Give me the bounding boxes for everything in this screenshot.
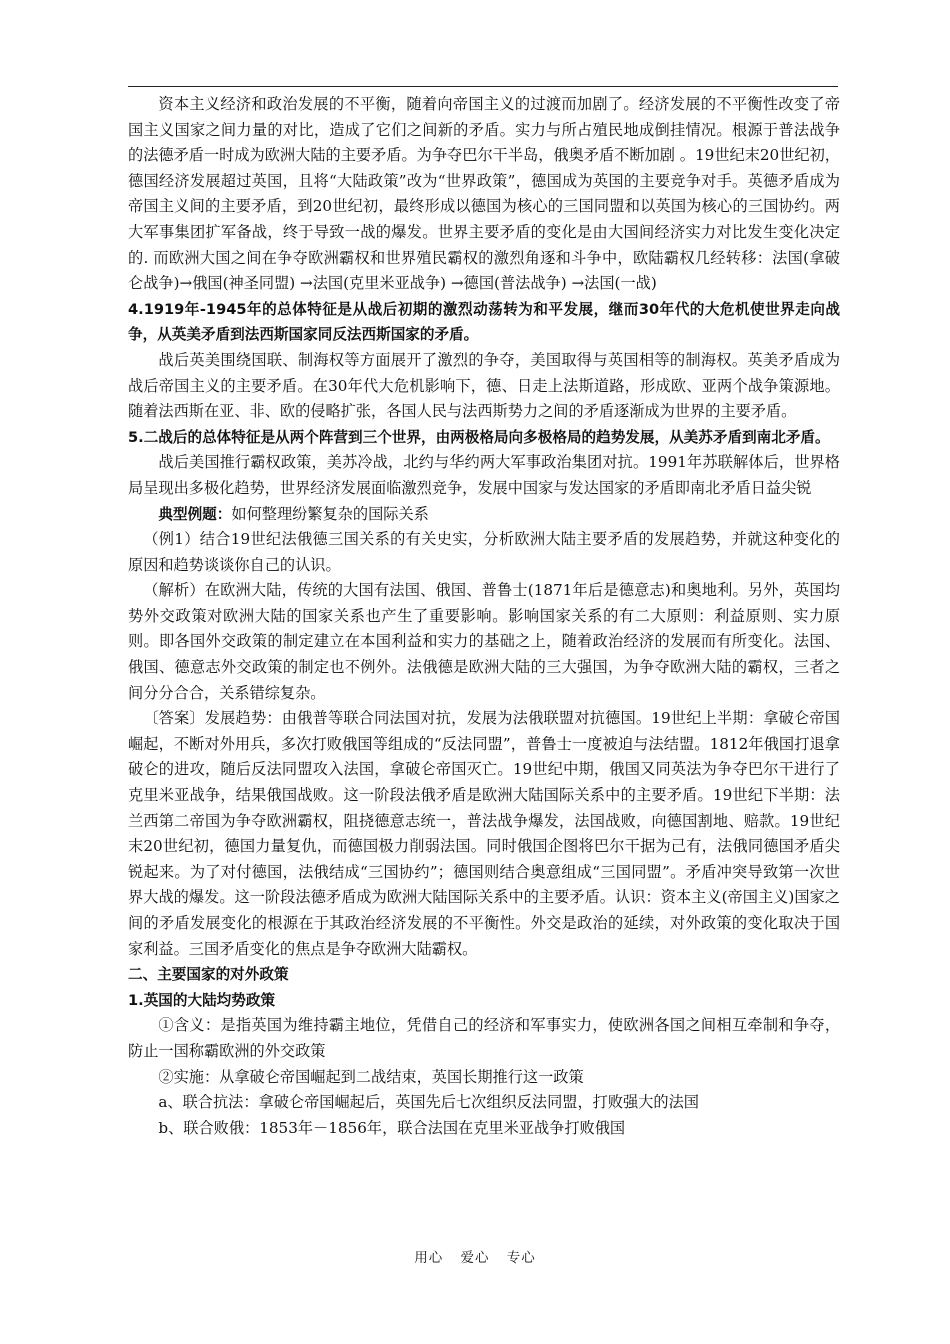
footer-word-2: 爱心 [460,1250,490,1266]
section-heading-foreign-policy: 二、主要国家的对外政策 [128,966,289,984]
heading-1919-1945: 4.1919年-1945年的总体特征是从战后初期的激烈动荡转为和平发展，继而30年代的大危机使世界走向战争，从英美矛盾到法西斯国家同反法西斯国家的矛盾。 [128,300,840,344]
example-answer: 〔答案〕发展趋势：由俄普等联合同法国对抗，发展为法俄联盟对抗德国。19世纪上半期：拿破仑帝国崛起，不断对外用兵，多次打败俄国等组成的“反法同盟”，普鲁士一度被迫与法结盟。1812年俄国打退拿破仑的进攻，随后反法同盟攻入法国，拿破仑帝国灭亡。19世纪中期，俄国又同英法为争夺巴尔干进行了克里米亚战争，结果俄国战败。这一阶段法俄矛盾是欧洲大陆国际关系中的主要矛盾。19世纪下半期：法兰西第二帝国为争夺欧洲霸权，阻挠德意志统一，普法战争爆发，法国战败，向德国割地、赔款。19世纪末20世纪初，德国力量复仇，而德国极力削弱法国。同时俄国企图将巴尔干据为己有，法俄同德国矛盾尖锐起来。为了对付德国，法俄结成“三国协约”；德国则结合奥意组成“三国同盟”。矛盾冲突导致第一次世界大战的爆发。这一阶段法德矛盾成为欧洲大陆国际关系中的主要矛盾。认识：资本主义(帝国主义)国家之间的矛盾发展变化的根源在于其政治经济发展的不平衡性。外交是政治的延续，对外政策的变化取决于国家利益。三国矛盾变化的焦点是争夺欧洲大陆霸权。 [128,709,840,958]
paragraph-postwar-anglo-american: 战后英美围绕国联、制海权等方面展开了激烈的争夺，美国取得与英国相等的制海权。英美矛盾成为战后帝国主义的主要矛盾。在30年代大危机影响下，德、日走上法斯道路，形成欧、亚两个战争策源地。随着法西斯在亚、非、欧的侵略扩张，各国人民与法西斯势力之间的矛盾逐渐成为世界的主要矛盾。 [128,350,840,421]
paragraph-imbalance: 资本主义经济和政治发展的不平衡，随着向帝国主义的过渡而加剧了。经济发展的不平衡性改变了帝国主义国家之间力量的对比，造成了它们之间新的矛盾。实力与所占殖民地成倒挂情况。根源于普法战争的法德矛盾一时成为欧洲大陆的主要矛盾。为争夺巴尔干半岛，俄奥矛盾不断加剧 。19世纪末20世纪初，德国经济发展超过英国，且将“大陆政策”改为“世界政策”，德国成为英国的主要竞争对手。英德矛盾成为帝国主义间的主要矛盾，到20世纪初，最终形成以德国为核心的三国同盟和以英国为核心的三国协约。两大军事集团扩军备战，终于导致一战的爆发。世界主要矛盾的变化是由大国间经济实力对比发生变化决定的. 而欧洲大国之间在争夺欧洲霸权和世界殖民霸权的激烈角逐和斗争中，欧陆霸权几经转移：法国(拿破仑战争)→俄国(神圣同盟) →法国(克里米亚战争) →德国(普法战争) →法国(一战) [128,95,840,293]
footer-word-3: 专心 [506,1250,536,1266]
item-a-against-france: a、联合抗法：拿破仑帝国崛起后，英国先后七次组织反法同盟，打败强大的法国 [158,1093,699,1112]
item-implementation: ②实施：从拿破仑帝国崛起到二战结束，英国长期推行这一政策 [158,1067,584,1086]
page-footer [0,1246,950,1272]
body-text [128,92,840,1141]
item-definition: ①含义：是指英国为维持霸主地位，凭借自己的经济和军事实力，使欧洲各国之间相互牵制和争夺，防止一国称霸欧洲的外交政策 [128,1016,840,1060]
example-analysis: （解析）在欧洲大陆，传统的大国有法国、俄国、普鲁士(1871年后是德意志)和奥地利。另外，英国均势外交政策对欧洲大陆的国家关系也产生了重要影响。影响国家关系的有二大原则：利益原则、实力原则。即各国外交政策的制定建立在本国利益和实力的基础之上，随着政治经济的发展而有所变化。法国、俄国、德意志外交政策的制定也不例外。法俄德是欧洲大陆的三大强国，为争夺欧洲大陆的霸权，三者之间分分合合，关系错综复杂。 [128,581,840,702]
paragraph-cold-war: 战后美国推行霸权政策，美苏冷战，北约与华约两大军事政治集团对抗。1991年苏联解体后，世界格局呈现出多极化趋势，世界经济发展面临激烈竞争，发展中国家与发达国家的矛盾即南北矛盾日益尖锐 [128,453,840,497]
example-topic: 如何整理纷繁复杂的国际关系 [231,504,429,523]
example-question: （例1）结合19世纪法俄德三国关系的有关史实，分析欧洲大陆主要矛盾的发展趋势，并就这种变化的原因和趋势谈谈你自己的认识。 [128,530,840,574]
heading-postwar: 5.二战后的总体特征是从两个阵营到三个世界，由两极格局向多极格局的趋势发展，从美苏矛盾到南北矛盾。 [128,428,830,446]
header-rule [128,86,838,87]
footer-word-1: 用心 [414,1250,444,1266]
example-label: 典型例题： [158,505,232,523]
subheading-balance-of-power: 1.英国的大陆均势政策 [128,991,276,1009]
example-heading [128,502,840,528]
item-b-against-russia: b、联合败俄：1853年－1856年，联合法国在克里米亚战争打败俄国 [158,1118,626,1137]
